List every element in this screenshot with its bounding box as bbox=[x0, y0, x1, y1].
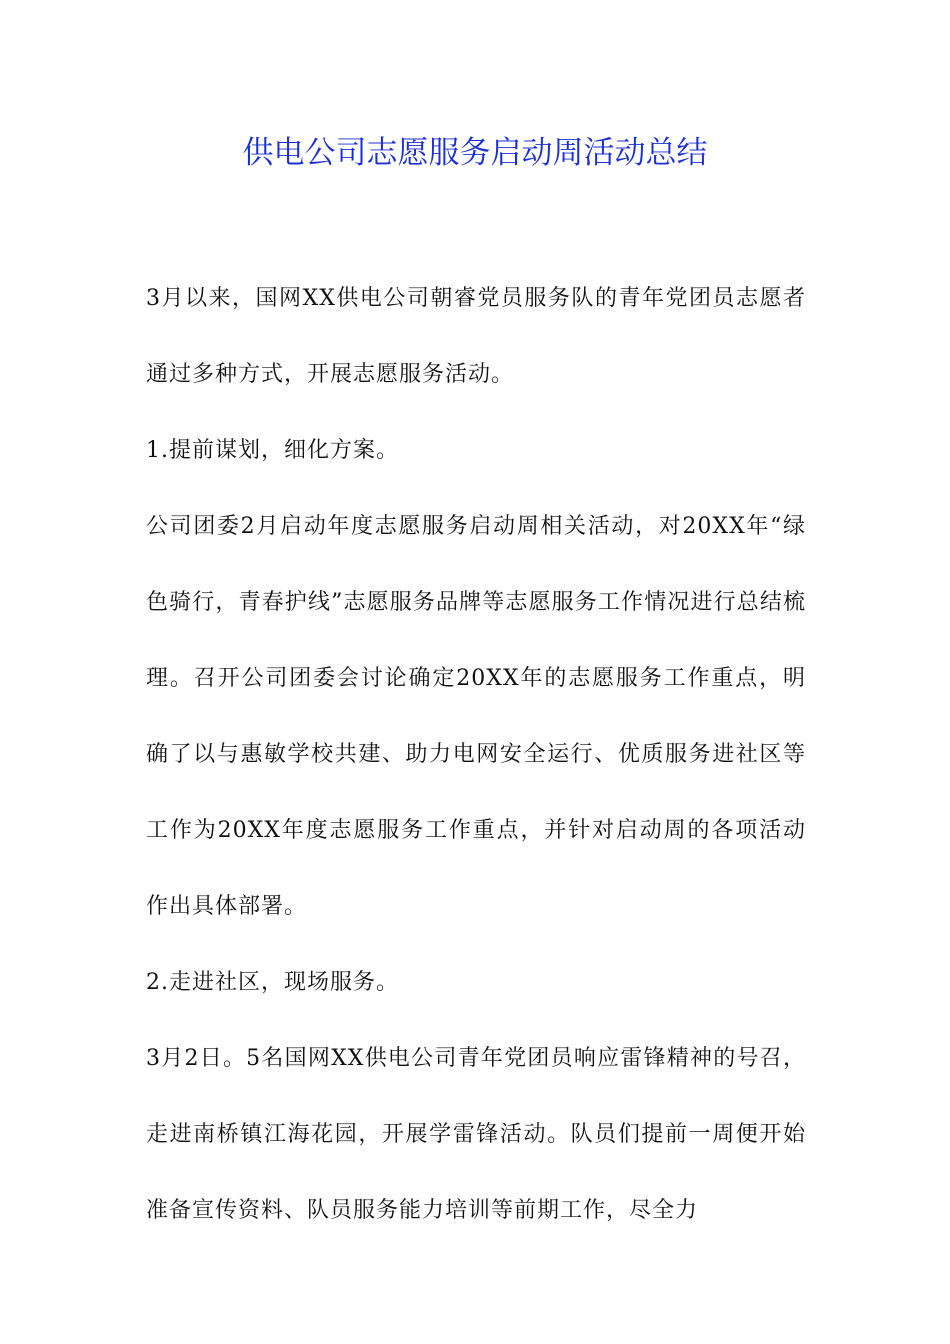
paragraph-heading-1: 1.提前谋划，细化方案。 bbox=[146, 438, 399, 463]
paragraph-community: 3月2日。5名国网XX供电公司青年党团员响应雷锋精神的号召，走进南桥镇江海花园，开展学雷锋活动。队员们提前一周便开始准备宣传资料、队员服务能力培训等前期工作，尽全力 bbox=[146, 1046, 806, 1223]
document-body bbox=[146, 261, 806, 1249]
paragraph-planning: 公司团委2月启动年度志愿服务启动周相关活动，对20XX年“绿色骑行，青春护线”志愿服务品牌等志愿服务工作情况进行总结梳理。召开公司团委会讨论确定20XX年的志愿服务工作重点，明确了以与惠敏学校共建、助力电网安全运行、优质服务进社区等工作为20XX年度志愿服务工作重点，并针对启动周的各项活动作出具体部署。 bbox=[146, 514, 806, 919]
document-title: 供电公司志愿服务启动周活动总结 bbox=[242, 135, 708, 171]
paragraph-heading-2: 2.走进社区，现场服务。 bbox=[146, 970, 399, 995]
paragraph-intro: 3月以来，国网XX供电公司朝睿党员服务队的青年党团员志愿者通过多种方式，开展志愿服务活动。 bbox=[146, 286, 806, 387]
